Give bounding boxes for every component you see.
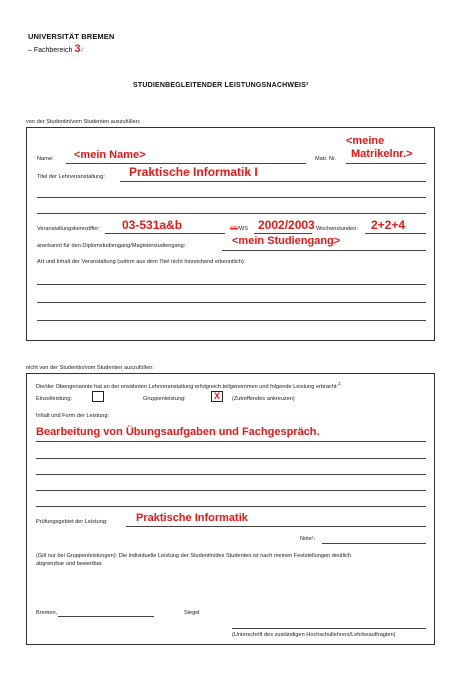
content-line-4 [36,490,426,491]
matr-label: Matr. Nr. [315,156,337,162]
semester-ws-label: /WS [237,226,249,232]
course-title-value[interactable]: Praktische Informatik I [129,165,258,179]
exam-area-underline [126,526,426,527]
content-line-5 [36,506,426,507]
exam-area-label: Prüfungsgebiet der Leistung: [36,519,108,525]
content-line-1 [36,441,426,442]
statement-body: Die/der Obengenannte hat an der erwähnten Lehrveranstaltung erfolgreich teilgenommen und folgende Leistung erbracht: [36,383,338,390]
grade-underline [322,543,426,544]
matr-value-line1[interactable]: <meine [346,135,385,147]
type-line-1 [37,284,426,285]
department-label: – Fachbereich [28,47,73,54]
recognized-value[interactable]: <mein Studiengang> [232,235,341,247]
recognized-underline [222,250,426,251]
individual-label: Einzelleistung: [36,396,73,402]
department-line [28,43,84,55]
type-line-3 [37,320,426,321]
course-title-label: Titel der Lehrveranstaltung: [37,174,105,180]
department-number: 3 [74,43,81,55]
date-underline [58,616,154,617]
city-label: Bremen, [36,610,58,616]
semester-underline [254,233,312,234]
check-hint: (Zutreffendes ankreuzen) [232,396,295,402]
semester-value[interactable]: 2002/2003 [258,218,315,232]
statement-footnote: 1 [337,381,341,386]
group-note-line1: (Gilt nur bei Gruppenleistungen): Die individuelle Leistung der Studentin/des Studenten ist nach meinen Feststellungen deutlich [36,553,351,559]
statement-text [36,381,340,390]
signature-caption: (Unterschrift des zuständigen Hochschullehrers/Lehrbeauftragten) [232,632,396,638]
course-id-label: Veranstaltungskennziffer: [37,226,100,232]
group-checkbox[interactable]: X [211,391,223,402]
course-id-value[interactable]: 03-531a&b [122,218,183,232]
content-value[interactable]: Bearbeitung von Übungsaufgaben und Fachgespräch. [36,426,320,438]
signature-underline [232,628,426,629]
blank-line-2 [37,213,426,214]
seal-label: Siegel [184,610,200,616]
hours-label: Wochenstunden: [316,226,358,232]
group-note-line2: abgrenzbar und bewertbar. [36,561,103,567]
name-value[interactable]: <mein Name> [74,149,146,161]
hours-value[interactable]: 2+2+4 [371,218,406,232]
course-id-underline [105,233,225,234]
matr-underline [346,163,426,164]
student-section-caption: von der Studentin/vom Studenten auszufüllen: [26,119,141,125]
content-line-3 [36,474,426,475]
type-label: Art und Inhalt der Veranstaltung (sofern aus dem Titel nicht hinreichend erkenntlich): [37,259,246,265]
content-label: Inhalt und Form der Leistung: [36,413,110,419]
form-title: STUDIENBEGLEITENDER LEISTUNGSNACHWEIS² [133,82,309,89]
recognized-label: anerkannt für den Diplomstudiengang/Magisterstudiengang: [37,243,186,249]
staff-section-caption: nicht von der Studentin/vom Studenten auszufüllen: [26,365,154,371]
hours-underline [365,233,426,234]
name-label: Name: [37,156,54,162]
individual-checkbox[interactable] [92,391,104,402]
department-suffix: -' [80,48,84,54]
content-line-2 [36,458,426,459]
blank-line-1 [37,197,426,198]
university-name: UNIVERSITÄT BREMEN [28,32,115,41]
matr-value-line2[interactable]: Matrikelnr.> [351,148,413,160]
course-title-underline [120,181,426,182]
grade-label: Note¹: [300,536,316,542]
type-line-2 [37,302,426,303]
exam-area-value[interactable]: Praktische Informatik [136,512,248,524]
name-underline [66,163,306,164]
semester-label [230,226,248,232]
group-label: Gruppenleistung: [143,396,186,402]
semester-ss-label: SS [230,226,238,232]
